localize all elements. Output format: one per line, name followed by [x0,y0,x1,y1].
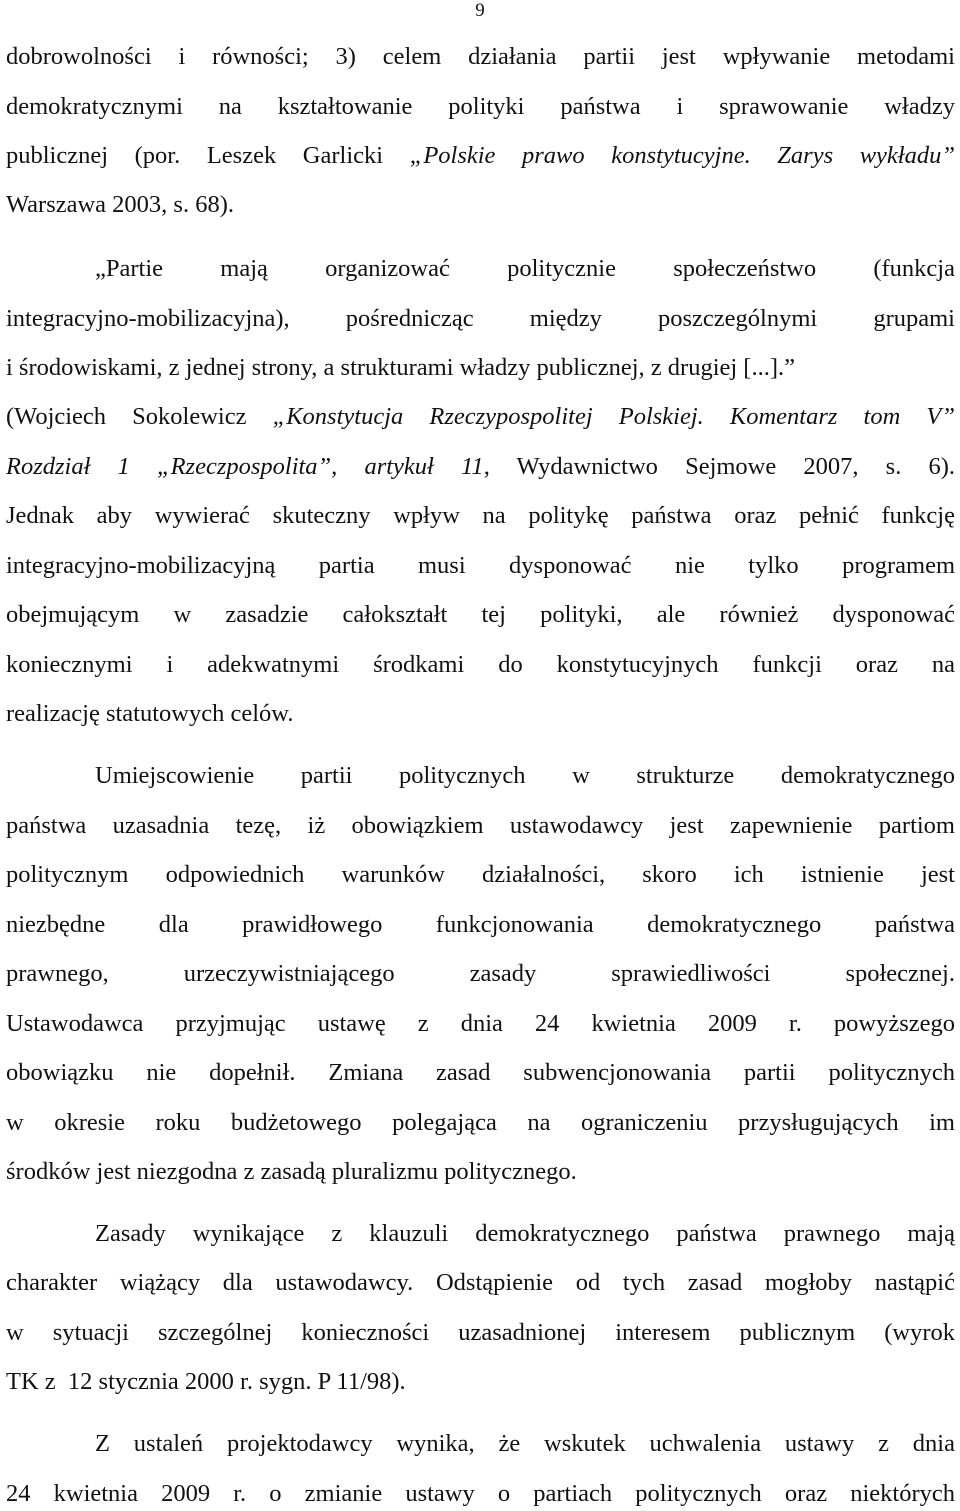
text-line [6,650,955,680]
text-span: 24 kwietnia 2009 r. o zmianie ustawy o partiach politycznych oraz niektórych [6,1480,955,1507]
text-line [6,1318,955,1348]
text-span: dobrowolności i równości; 3) celem działania partii jest wpływanie metodami [6,43,955,70]
text-span: (Wojciech Sokolewicz [6,403,273,430]
text-line [95,254,955,284]
text-span: państwa uzasadnia tezę, iż obowiązkiem ustawodawcy jest zapewnienie partiom [6,812,955,839]
text-line [6,910,955,940]
text-span: Ustawodawca przyjmując ustawę z dnia 24 kwietnia 2009 r. powyższego [6,1010,955,1037]
text-span: niezbędne dla prawidłowego funkcjonowania demokratycznego państwa [6,911,955,938]
text-line [95,1429,955,1459]
text-span: i środowiskami, z jednej strony, a strukturami władzy publicznej, z drugiej [...].” [6,354,796,381]
text-line [6,353,955,383]
text-line [6,1367,955,1397]
text-line [6,1157,955,1187]
text-line [6,551,955,581]
text-span: demokratycznymi na kształtowanie polityki państwa i sprawowanie władzy [6,93,955,120]
text-span: Warszawa 2003, s. 68). [6,191,234,218]
text-span: Umiejscowienie partii politycznych w strukturze demokratycznego [95,762,955,789]
text-span: w sytuacji szczególnej konieczności uzasadnionej interesem publicznym (wyrok [6,1319,955,1346]
text-span: obowiązku nie dopełnił. Zmiana zasad subwencjonowania partii politycznych [6,1059,955,1086]
text-span: prawnego, urzeczywistniającego zasady sprawiedliwości społecznej. [6,960,955,987]
text-span: obejmującym w zasadzie całokształt tej polityki, ale również dysponować [6,601,955,628]
text-span: publicznej (por. Leszek Garlicki [6,142,410,169]
text-span: Jednak aby wywierać skuteczny wpływ na politykę państwa oraz pełnić funkcję [6,502,955,529]
italic-text: Rozdział 1 „Rzeczpospolita”, artykuł 11 [6,453,484,480]
text-line [6,1009,955,1039]
text-span: , Wydawnictwo Sejmowe 2007, s. 6). [483,453,955,480]
text-line [6,699,955,729]
text-line [6,1108,955,1138]
text-line [6,304,955,334]
text-span: Z ustaleń projektodawcy wynika, że wskutek uchwalenia ustawy z dnia [95,1430,955,1457]
text-line [6,92,955,122]
text-span: koniecznymi i adekwatnymi środkami do konstytucyjnych funkcji oraz na [6,651,955,678]
text-line [6,452,955,482]
text-line [6,1058,955,1088]
page-number: 9 [475,0,485,21]
text-line [6,190,955,220]
text-span: realizację statutowych celów. [6,700,294,727]
text-span: integracyjno-mobilizacyjna), pośrednicząc między poszczególnymi grupami [6,305,955,332]
text-line [6,959,955,989]
text-span: charakter wiążący dla ustawodawcy. Odstąpienie od tych zasad mogłoby nastąpić [6,1269,955,1296]
text-span: politycznym odpowiednich warunków działalności, skoro ich istnienie jest [6,861,955,888]
text-line [95,1219,955,1249]
italic-text: „Konstytucja Rzeczypospolitej Polskiej. Komentarz tom V” [272,403,955,430]
text-line [6,811,955,841]
text-line [6,402,955,432]
text-line [6,141,955,171]
italic-text: „Polskie prawo konstytucyjne. Zarys wykładu” [409,142,955,169]
text-line [6,1479,955,1509]
text-span: „Partie mają organizować politycznie społeczeństwo (funkcja [95,255,955,282]
text-line [6,42,955,72]
text-line [6,600,955,630]
text-line [95,761,955,791]
text-span: w okresie roku budżetowego polegająca na ograniczeniu przysługujących im [6,1109,955,1136]
text-line [6,1268,955,1298]
text-line [6,860,955,890]
text-span: integracyjno-mobilizacyjną partia musi dysponować nie tylko programem [6,552,955,579]
text-span: środków jest niezgodna z zasadą pluralizmu politycznego. [6,1158,577,1185]
text-span: TK z 12 stycznia 2000 r. sygn. P 11/98). [6,1368,406,1395]
text-span: Zasady wynikające z klauzuli demokratycznego państwa prawnego mają [95,1220,955,1247]
text-line [6,501,955,531]
